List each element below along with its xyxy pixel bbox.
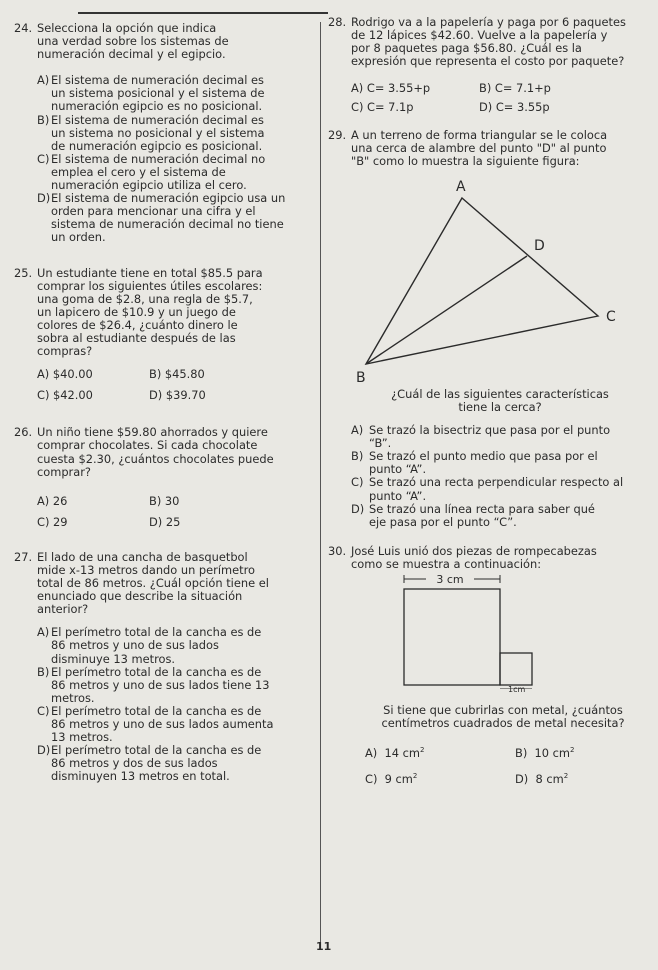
option-text: C= 7.1p bbox=[367, 100, 414, 115]
option-text: C= 3.55p bbox=[495, 100, 550, 115]
question-text: José Luis unió dos piezas de rompecabezas como se muestra a continuación: bbox=[351, 543, 597, 571]
option-letter: B) bbox=[515, 745, 528, 760]
option-unit: cm bbox=[402, 745, 420, 760]
option-letter: A) bbox=[351, 81, 364, 96]
option-unit: cm bbox=[552, 745, 570, 760]
option[interactable] bbox=[351, 424, 631, 450]
option-exponent: 2 bbox=[563, 772, 569, 781]
option[interactable] bbox=[149, 495, 279, 508]
label-1cm: 1cm bbox=[508, 684, 526, 694]
option-text: El perímetro total de la cancha es de 86 metros y uno de sus lados aumenta 13 metros. bbox=[51, 703, 274, 745]
option[interactable] bbox=[37, 495, 149, 508]
question-number: 24. bbox=[14, 21, 33, 35]
option[interactable] bbox=[37, 705, 277, 744]
option-text: Se trazó el punto medio que pasa por el punto “A”. bbox=[369, 449, 598, 477]
option-letter: D) bbox=[149, 514, 163, 529]
option-text: $42.00 bbox=[53, 388, 93, 403]
left-column bbox=[14, 22, 314, 784]
option-letter: B) bbox=[149, 493, 162, 508]
option[interactable] bbox=[365, 744, 515, 760]
option-unit: cm bbox=[395, 771, 413, 786]
label-a: A bbox=[456, 178, 466, 195]
option-text: $39.70 bbox=[165, 388, 206, 403]
option-text: El sistema de numeración decimal es un sistema no posicional y el sistema de numeración egipcio es posicional. bbox=[51, 112, 265, 153]
option-text: 26 bbox=[52, 493, 68, 508]
option[interactable] bbox=[351, 476, 631, 502]
option-text: Se trazó la bisectriz que pasa por el punto “B”. bbox=[369, 423, 611, 451]
option[interactable] bbox=[515, 770, 635, 786]
option[interactable] bbox=[149, 516, 279, 529]
option[interactable] bbox=[479, 101, 609, 114]
option[interactable] bbox=[351, 101, 479, 114]
option-letter: C) bbox=[37, 388, 50, 403]
question-number: 29. bbox=[328, 127, 347, 142]
option-text: C= 7.1+p bbox=[494, 81, 551, 96]
question-27 bbox=[14, 551, 314, 784]
option[interactable] bbox=[351, 450, 607, 476]
option-text: 25 bbox=[165, 514, 181, 529]
option-text: El perímetro total de la cancha es de 86 metros y dos de sus lados disminuyen 13 metros en total. bbox=[51, 743, 262, 784]
option[interactable] bbox=[515, 744, 635, 760]
page-number: 11 bbox=[316, 940, 332, 953]
option-letter: A) bbox=[351, 423, 364, 438]
option[interactable] bbox=[351, 82, 479, 95]
option-exponent: 2 bbox=[412, 772, 418, 781]
question-prompt: ¿Cuál de las siguientes características tiene la cerca? bbox=[391, 386, 609, 414]
option-text: Se trazó una línea recta para saber qué eje pasa por el punto “C”. bbox=[369, 501, 595, 529]
question-26 bbox=[14, 426, 314, 529]
option-exponent: 2 bbox=[570, 746, 575, 755]
option[interactable] bbox=[37, 666, 277, 705]
option[interactable] bbox=[37, 626, 277, 665]
option[interactable] bbox=[37, 74, 277, 113]
option-text: $45.80 bbox=[164, 367, 205, 382]
option[interactable] bbox=[479, 82, 609, 95]
big-square bbox=[404, 589, 500, 685]
question-number: 27. bbox=[14, 549, 33, 564]
option-letter: C) bbox=[37, 151, 50, 166]
option-letter: B) bbox=[37, 112, 50, 127]
option-unit: cm bbox=[546, 771, 564, 786]
option-letter: B) bbox=[37, 664, 50, 679]
question-number: 30. bbox=[328, 543, 347, 558]
question-number: 26. bbox=[14, 425, 33, 440]
triangle-figure bbox=[328, 168, 648, 386]
question-text: Selecciona la opción que indica una verdad sobre los sistemas de numeración decimal y el egipcio. bbox=[37, 21, 229, 62]
option[interactable] bbox=[37, 368, 149, 381]
question-text: Un estudiante tiene en total $85.5 para comprar los siguientes útiles escolares: una goma de $2.8, una regla de $5.7, un lapicero de $10.9 y un juego de colores de $26.4, ¿cuánto dinero le sobra al estudiante después de las compras? bbox=[37, 265, 263, 359]
option-letter: D) bbox=[37, 743, 51, 758]
question-30 bbox=[328, 545, 648, 786]
option[interactable] bbox=[37, 389, 149, 402]
option-letter: C) bbox=[37, 703, 50, 718]
question-number: 28. bbox=[328, 15, 347, 29]
column-divider bbox=[320, 22, 321, 942]
option-letter: C) bbox=[351, 475, 364, 490]
option-letter: B) bbox=[479, 81, 492, 96]
option-letter: B) bbox=[351, 449, 364, 464]
option-text: El sistema de numeración egipcio usa un orden para mencionar una cifra y el sistema de numeración decimal no tiene un orden. bbox=[51, 191, 286, 245]
option-letter: D) bbox=[515, 771, 529, 786]
option-text: 30 bbox=[164, 493, 180, 508]
question-24 bbox=[14, 22, 314, 245]
option-value: 8 bbox=[535, 771, 543, 786]
option-letter: A) bbox=[37, 367, 50, 382]
option[interactable] bbox=[37, 153, 277, 192]
option-text: El perímetro total de la cancha es de 86 metros y uno de sus lados disminuye 13 metros. bbox=[51, 625, 262, 666]
option-letter: B) bbox=[149, 367, 162, 382]
option-letter: D) bbox=[479, 100, 493, 115]
option[interactable] bbox=[37, 114, 277, 153]
option-value: 9 bbox=[384, 771, 392, 786]
puzzle-figure bbox=[328, 571, 648, 689]
option[interactable] bbox=[351, 503, 601, 529]
triangle-outline bbox=[366, 198, 598, 364]
question-28 bbox=[328, 16, 648, 115]
option-text: Se trazó una recta perpendicular respecto al punto “A”. bbox=[369, 475, 624, 503]
right-column bbox=[328, 16, 648, 786]
option[interactable] bbox=[37, 192, 293, 244]
small-square bbox=[500, 653, 532, 685]
option-letter: A) bbox=[365, 745, 378, 760]
option-value: 14 bbox=[384, 745, 399, 760]
question-number: 25. bbox=[14, 265, 33, 280]
question-text: Un niño tiene $59.80 ahorrados y quiere comprar chocolates. Si cada chocolate cuesta $2.30, ¿cuántos chocolates puede comprar? bbox=[37, 425, 274, 479]
option-text: El sistema de numeración decimal no emplea el cero y el sistema de numeración egipcio utiliza el cero. bbox=[51, 151, 266, 193]
option[interactable] bbox=[149, 368, 279, 381]
label-b: B bbox=[356, 369, 366, 386]
question-text: Rodrigo va a la papelería y paga por 6 paquetes de 12 lápices $42.60. Vuelve a la papelería y por 8 paquetes paga $56.80. ¿Cuál es la expresión que representa el costo por paquete? bbox=[351, 15, 626, 69]
option-value: 10 bbox=[534, 745, 550, 760]
label-c: C bbox=[606, 308, 616, 325]
option-letter: C) bbox=[37, 514, 50, 529]
option[interactable] bbox=[149, 389, 279, 402]
option-letter: A) bbox=[37, 73, 50, 88]
option[interactable] bbox=[37, 744, 277, 783]
top-rule bbox=[78, 12, 328, 14]
option-letter: A) bbox=[37, 493, 50, 508]
option-letter: C) bbox=[365, 771, 378, 786]
question-prompt: Si tiene que cubrirlas con metal, ¿cuántos centímetros cuadrados de metal necesita? bbox=[381, 702, 625, 731]
question-text: El lado de una cancha de basquetbol mide x-13 metros dando un perímetro total de 86 metros. ¿Cuál opción tiene el enunciado que describe la situación anterior? bbox=[37, 549, 269, 617]
option-text: 29 bbox=[53, 514, 68, 529]
question-text: A un terreno de forma triangular se le coloca una cerca de alambre del punto "D" al punto "B" como lo muestra la siguiente figura: bbox=[351, 127, 608, 168]
label-3cm: 3 cm bbox=[436, 572, 464, 586]
question-29 bbox=[328, 129, 648, 529]
option-letter: D) bbox=[149, 388, 163, 403]
option-text: El perímetro total de la cancha es de 86 metros y uno de sus lados tiene 13 metros. bbox=[51, 664, 270, 705]
option-text: C= 3.55+p bbox=[366, 81, 431, 96]
option-letter: D) bbox=[37, 191, 51, 206]
option[interactable] bbox=[37, 516, 149, 529]
option-letter: A) bbox=[37, 625, 50, 640]
option-letter: C) bbox=[351, 100, 364, 115]
option-text: El sistema de numeración decimal es un sistema posicional y el sistema de numeración egipcio es no posicional. bbox=[51, 73, 265, 114]
option-text: $40.00 bbox=[52, 367, 93, 382]
option-letter: D) bbox=[351, 501, 365, 516]
question-25 bbox=[14, 267, 314, 403]
label-d: D bbox=[534, 237, 545, 254]
option-exponent: 2 bbox=[419, 746, 425, 755]
option[interactable] bbox=[365, 770, 515, 786]
